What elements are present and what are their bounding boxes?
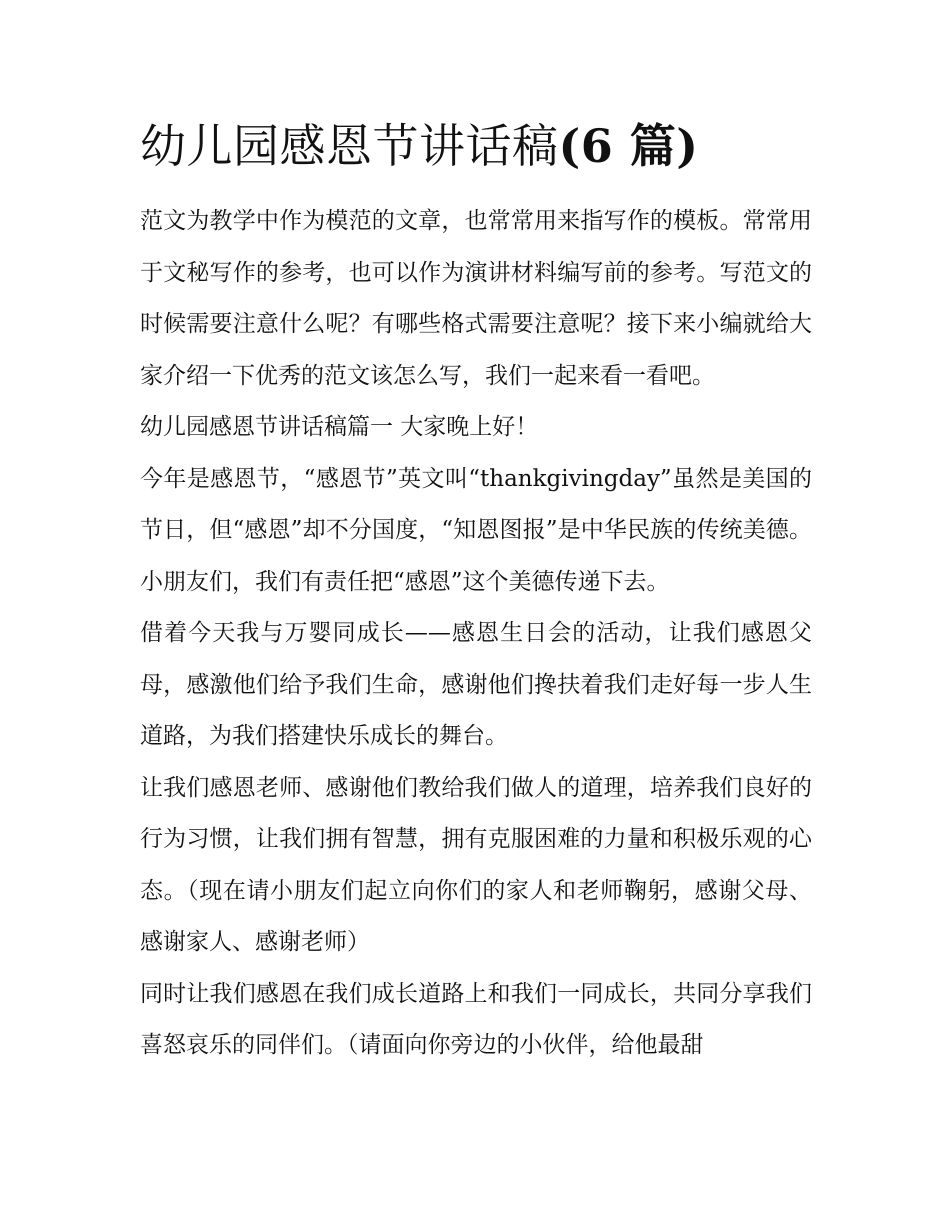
speech-heading-paragraph: 幼儿园感恩节讲话稿篇一 大家晚上好！ bbox=[140, 414, 539, 440]
document-title-count: (6 篇) bbox=[558, 119, 699, 173]
document-title bbox=[140, 110, 812, 182]
body-paragraph: 今年是感恩节，“感恩节”英文叫“thankgivingday”虽然是美国的节日，但“感恩”却不分国度，“知恩图报”是中华民族的传统美德。小朋友们，我们有责任把“感恩”这个美德传递下去。 bbox=[140, 465, 812, 595]
document-page bbox=[140, 110, 812, 1072]
body-paragraph: 让我们感恩老师、感谢他们教给我们做人的道理，培养我们良好的行为习惯，让我们拥有智慧，拥有克服困难的力量和积极乐观的心态。（现在请小朋友们起立向你们的家人和老师鞠躬，感谢父母、感谢家人、感谢老师） bbox=[140, 774, 812, 955]
body-paragraph: 同时让我们感恩在我们成长道路上和我们一同成长，共同分享我们喜怒哀乐的同伴们。（请面向你旁边的小伙伴，给他最甜 bbox=[140, 980, 812, 1058]
intro-paragraph: 范文为教学中作为模范的文章，也常常用来指写作的模板。常常用于文秘写作的参考，也可以作为演讲材料编写前的参考。写范文的时候需要注意什么呢？有哪些格式需要注意呢？接下来小编就给大家介绍一下优秀的范文该怎么写，我们一起来看一看吧。 bbox=[140, 208, 812, 389]
body-paragraph: 借着今天我与万婴同成长——感恩生日会的活动，让我们感恩父母，感激他们给予我们生命，感谢他们搀扶着我们走好每一步人生道路，为我们搭建快乐成长的舞台。 bbox=[140, 620, 812, 749]
document-title-text: 幼儿园感恩节讲话稿 bbox=[140, 119, 559, 173]
